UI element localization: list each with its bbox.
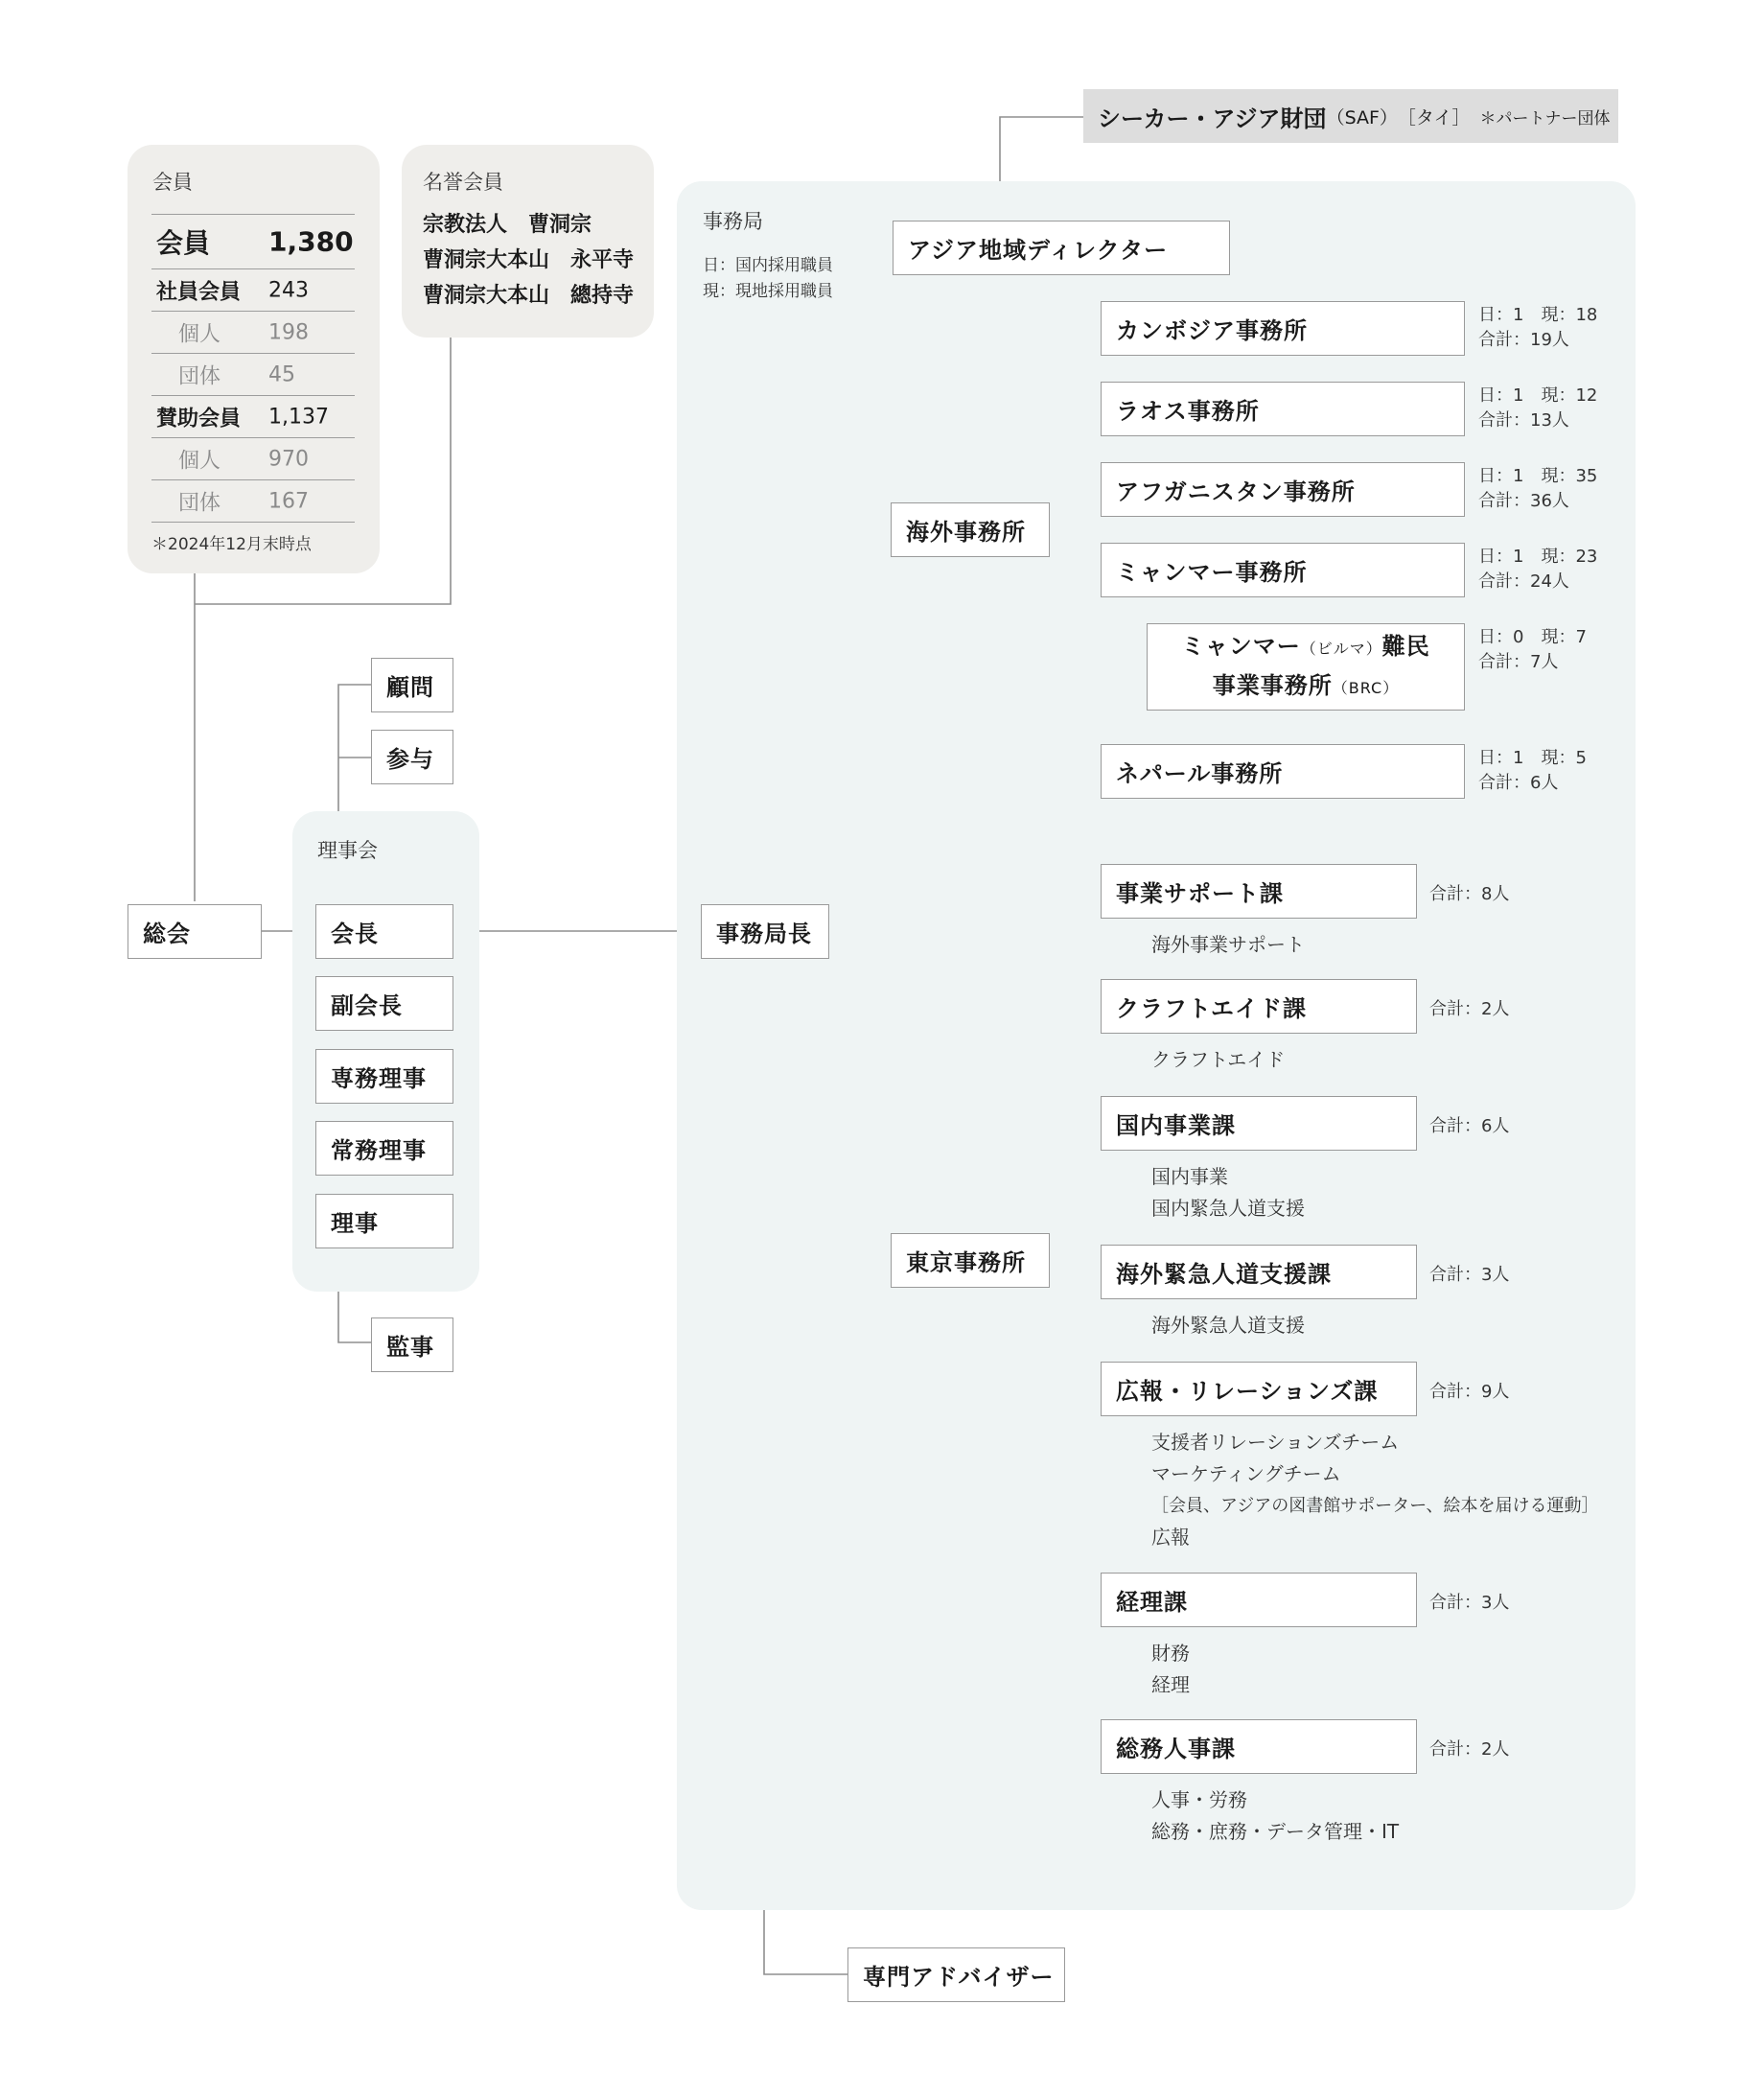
supporting-individual-value: 970: [268, 447, 309, 471]
domestic-projects-total: 合計：6人: [1429, 1116, 1510, 1136]
members-row-supporting-group: [151, 480, 355, 523]
section-item: 総務・庶務・データ管理・IT: [1151, 1820, 1400, 1843]
section-item: 支援者リレーションズチーム: [1151, 1431, 1400, 1454]
members-row-supporting: [151, 396, 355, 438]
nepal-total: 合計：6人: [1478, 773, 1559, 793]
partner-country: ［タイ］: [1397, 106, 1471, 128]
supporting-members-label: 賛助会員: [156, 407, 242, 431]
regular-individual-value: 198: [268, 320, 309, 344]
cambodia-staff: 日：1 現：18: [1478, 305, 1598, 325]
regular-group-value: 45: [268, 362, 295, 386]
members-row-regular: [151, 269, 355, 312]
pr-relations-section-box: 広報・リレーションズ課: [1101, 1362, 1417, 1416]
members-title: 会員: [152, 171, 193, 194]
supporting-group-value: 167: [268, 489, 309, 513]
myanmar-total: 合計：24人: [1478, 571, 1569, 592]
advisor-box: 顧問: [371, 658, 453, 712]
general-affairs-hr-total: 合計：2人: [1429, 1739, 1510, 1760]
general-assembly-box: 総会: [128, 904, 262, 959]
members-note: ＊2024年12月末時点: [151, 535, 312, 554]
supporting-group-label: 団体: [178, 491, 221, 515]
secretariat-title: 事務局: [703, 210, 763, 233]
vice-chairman-box: 副会長: [315, 976, 453, 1031]
brc-total: 合計：7人: [1478, 652, 1559, 672]
auditor-box: 監事: [371, 1317, 453, 1372]
section-item: マーケティングチーム: [1151, 1462, 1341, 1485]
section-item: 経理: [1151, 1673, 1190, 1696]
afghanistan-staff: 日：1 現：35: [1478, 466, 1598, 486]
section-item: 海外緊急人道支援: [1151, 1314, 1305, 1337]
executive-director-box: 常務理事: [315, 1121, 453, 1176]
legend-domestic: 日：国内採用職員: [703, 256, 833, 275]
section-item: 国内緊急人道支援: [1151, 1197, 1305, 1220]
tokyo-office-box: 東京事務所: [891, 1233, 1050, 1288]
laos-office-box: ラオス事務所: [1101, 382, 1465, 436]
honorary-item: 曹洞宗大本山 總持寺: [423, 284, 635, 308]
laos-total: 合計：13人: [1478, 410, 1569, 431]
accounting-total: 合計：3人: [1429, 1593, 1510, 1613]
members-value: 1,380: [268, 225, 354, 258]
honorary-title: 名誉会員: [423, 171, 503, 194]
cambodia-total: 合計：19人: [1478, 330, 1569, 350]
brc-name-part: 事業事務所: [1212, 671, 1333, 699]
section-item: 広報: [1151, 1526, 1190, 1549]
brc-name-part: 難民: [1381, 632, 1430, 660]
section-item: 人事・労務: [1151, 1788, 1247, 1811]
myanmar-office-box: ミャンマー事務所: [1101, 543, 1465, 597]
section-item: ［会員、アジアの図書館サポーター、絵本を届ける運動］: [1151, 1496, 1599, 1516]
brc-line-1: [1181, 628, 1430, 667]
craft-aid-total: 合計：2人: [1429, 999, 1510, 1019]
supporting-members-value: 1,137: [268, 405, 329, 429]
regular-individual-label: 個人: [178, 322, 221, 346]
secretary-general-box: 事務局長: [701, 904, 829, 959]
overseas-offices-box: 海外事務所: [891, 502, 1050, 557]
members-row-regular-individual: [151, 312, 355, 354]
partner-box: [1083, 89, 1618, 143]
legend-local: 現：現地採用職員: [703, 282, 833, 301]
section-item: 財務: [1151, 1642, 1190, 1665]
brc-name-part: （ビルマ）: [1300, 639, 1382, 658]
members-row-regular-group: [151, 354, 355, 396]
brc-line-2: [1213, 667, 1399, 707]
counselor-box: 参与: [371, 730, 453, 784]
afghanistan-office-box: アフガニスタン事務所: [1101, 462, 1465, 517]
nepal-office-box: ネパール事務所: [1101, 744, 1465, 799]
line-auditor: [338, 1292, 371, 1342]
brc-staff: 日：0 現：7: [1478, 627, 1587, 647]
director-box: 理事: [315, 1194, 453, 1248]
line-advisors: [338, 685, 371, 811]
members-row-total: [151, 215, 355, 269]
partner-note: ＊パートナー団体: [1479, 108, 1611, 128]
nepal-staff: 日：1 現：5: [1478, 748, 1587, 768]
laos-staff: 日：1 現：12: [1478, 385, 1598, 406]
board-title: 理事会: [317, 839, 378, 862]
specialist-advisor-box: 専門アドバイザー: [847, 1947, 1065, 2002]
members-label: 会員: [156, 227, 211, 259]
partner-name: シーカー・アジア財団: [1098, 105, 1327, 132]
project-support-total: 合計：8人: [1429, 884, 1510, 904]
overseas-emergency-total: 合計：3人: [1429, 1265, 1510, 1285]
regular-members-value: 243: [268, 278, 309, 302]
partner-abbr: （SAF）: [1326, 106, 1398, 128]
regular-members-label: 社員会員: [156, 280, 242, 304]
brc-name-part: （BRC）: [1332, 678, 1400, 697]
myanmar-staff: 日：1 現：23: [1478, 547, 1598, 567]
asia-director-box: アジア地域ディレクター: [893, 221, 1230, 275]
afghanistan-total: 合計：36人: [1478, 491, 1569, 511]
line-specialist: [764, 1910, 847, 1974]
project-support-section-box: 事業サポート課: [1101, 864, 1417, 919]
section-item: 海外事業サポート: [1151, 933, 1305, 956]
brc-office-box: [1147, 623, 1465, 711]
section-item: クラフトエイド: [1151, 1048, 1286, 1071]
regular-group-label: 団体: [178, 364, 221, 388]
supporting-individual-label: 個人: [178, 449, 221, 473]
accounting-section-box: 経理課: [1101, 1573, 1417, 1627]
members-row-supporting-individual: [151, 438, 355, 480]
line-partner: [1000, 117, 1083, 181]
general-affairs-hr-section-box: 総務人事課: [1101, 1719, 1417, 1774]
section-item: 国内事業: [1151, 1165, 1228, 1188]
pr-relations-total: 合計：9人: [1429, 1382, 1510, 1402]
honorary-item: 宗教法人 曹洞宗: [423, 213, 592, 237]
senior-executive-director-box: 専務理事: [315, 1049, 453, 1104]
brc-name-part: ミャンマー: [1181, 632, 1301, 660]
domestic-projects-section-box: 国内事業課: [1101, 1096, 1417, 1151]
cambodia-office-box: カンボジア事務所: [1101, 301, 1465, 356]
honorary-item: 曹洞宗大本山 永平寺: [423, 248, 635, 272]
chairman-box: 会長: [315, 904, 453, 959]
overseas-emergency-section-box: 海外緊急人道支援課: [1101, 1245, 1417, 1299]
craft-aid-section-box: クラフトエイド課: [1101, 979, 1417, 1034]
